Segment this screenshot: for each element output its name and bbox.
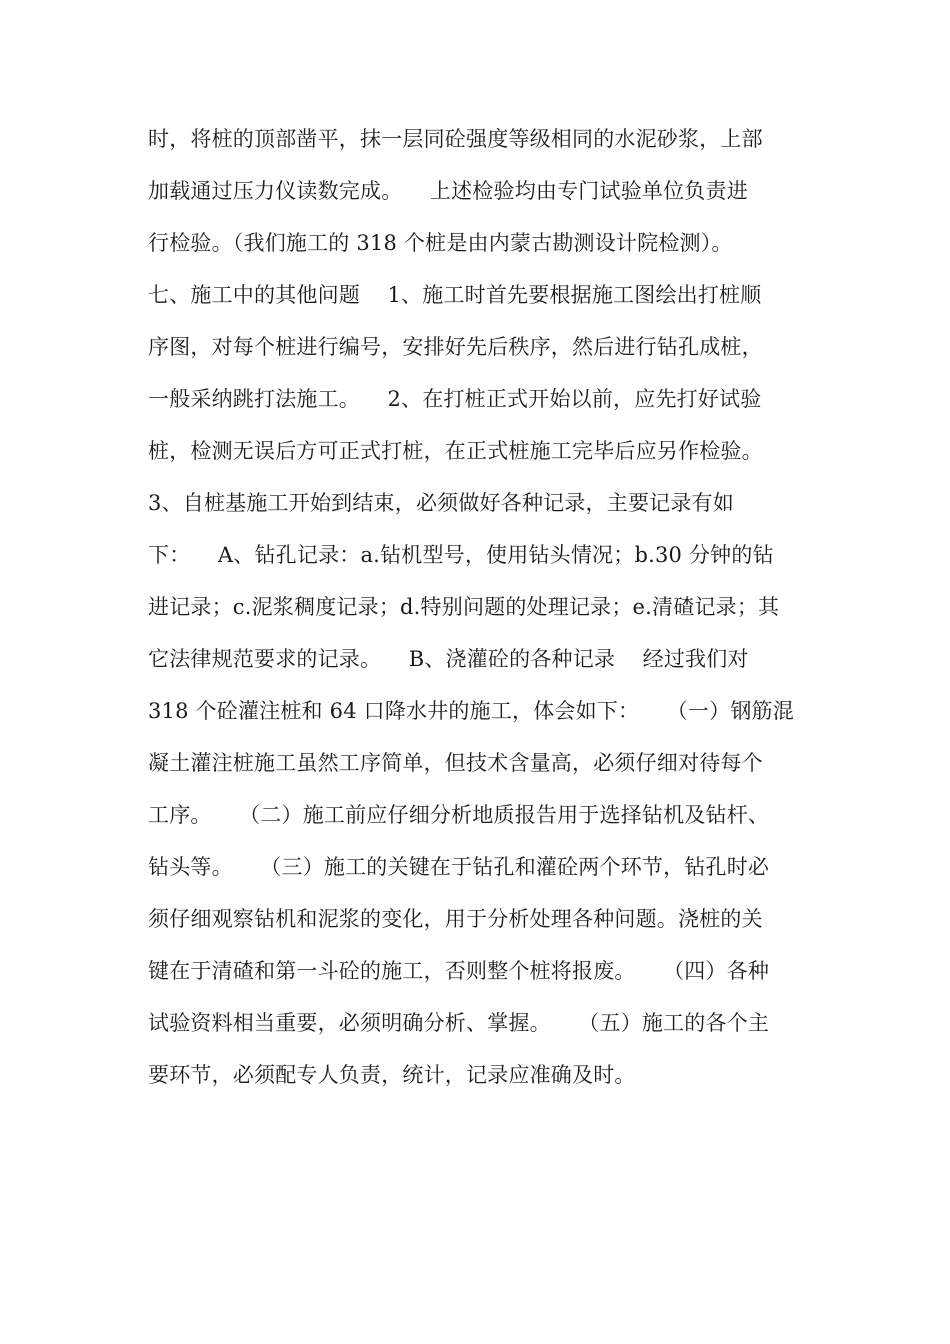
- text-line: 工序。 （二）施工前应仔细分析地质报告用于选择钻机及钻杆、: [148, 803, 770, 827]
- text-line: 七、施工中的其他问题 1、施工时首先要根据施工图绘出打桩顺: [148, 283, 762, 307]
- text-line: 钻头等。 （三）施工的关键在于钻孔和灌砼两个环节，钻孔时必: [148, 855, 770, 879]
- text-line: 一般采纳跳打法施工。 2、在打桩正式开始以前，应先打好试验: [148, 387, 762, 411]
- text-line: 进记录；c.泥浆稠度记录；d.特别问题的处理记录；e.清碴记录；其: [148, 595, 780, 619]
- text-line: 318 个砼灌注桩和 64 口降水井的施工，体会如下： （一）钢筋混: [148, 699, 794, 723]
- text-line: 下： A、钻孔记录：a.钻机型号，使用钻头情况；b.30 分钟的钻: [148, 543, 774, 567]
- body-text: [148, 113, 808, 1101]
- text-line: 行检验。（我们施工的 318 个桩是由内蒙古勘测设计院检测）。: [148, 231, 733, 255]
- text-line: 要环节，必须配专人负责，统计，记录应准确及时。: [148, 1063, 636, 1087]
- text-line: 凝土灌注桩施工虽然工序简单，但技术含量高，必须仔细对待每个: [148, 751, 763, 775]
- text-line: 键在于清碴和第一斗砼的施工，否则整个桩将报废。 （四）各种: [148, 959, 770, 983]
- text-line: 序图，对每个桩进行编号，安排好先后秩序，然后进行钻孔成桩，: [148, 335, 763, 359]
- text-line: 试验资料相当重要，必须明确分析、掌握。 （五）施工的各个主: [148, 1011, 770, 1035]
- text-line: 桩，检测无误后方可正式打桩，在正式桩施工完毕后应另作检验。: [148, 439, 763, 463]
- text-line: 它法律规范要求的记录。 B、浇灌砼的各种记录 经过我们对: [148, 647, 749, 671]
- text-line: 时，将桩的顶部凿平，抹一层同砼强度等级相同的水泥砂浆，上部: [148, 127, 763, 151]
- text-line: 须仔细观察钻机和泥浆的变化，用于分析处理各种问题。浇桩的关: [148, 907, 763, 931]
- text-line: 3、自桩基施工开始到结束，必须做好各种记录，主要记录有如: [148, 491, 734, 515]
- text-line: 加载通过压力仪读数完成。 上述检验均由专门试验单位负责进: [148, 179, 748, 203]
